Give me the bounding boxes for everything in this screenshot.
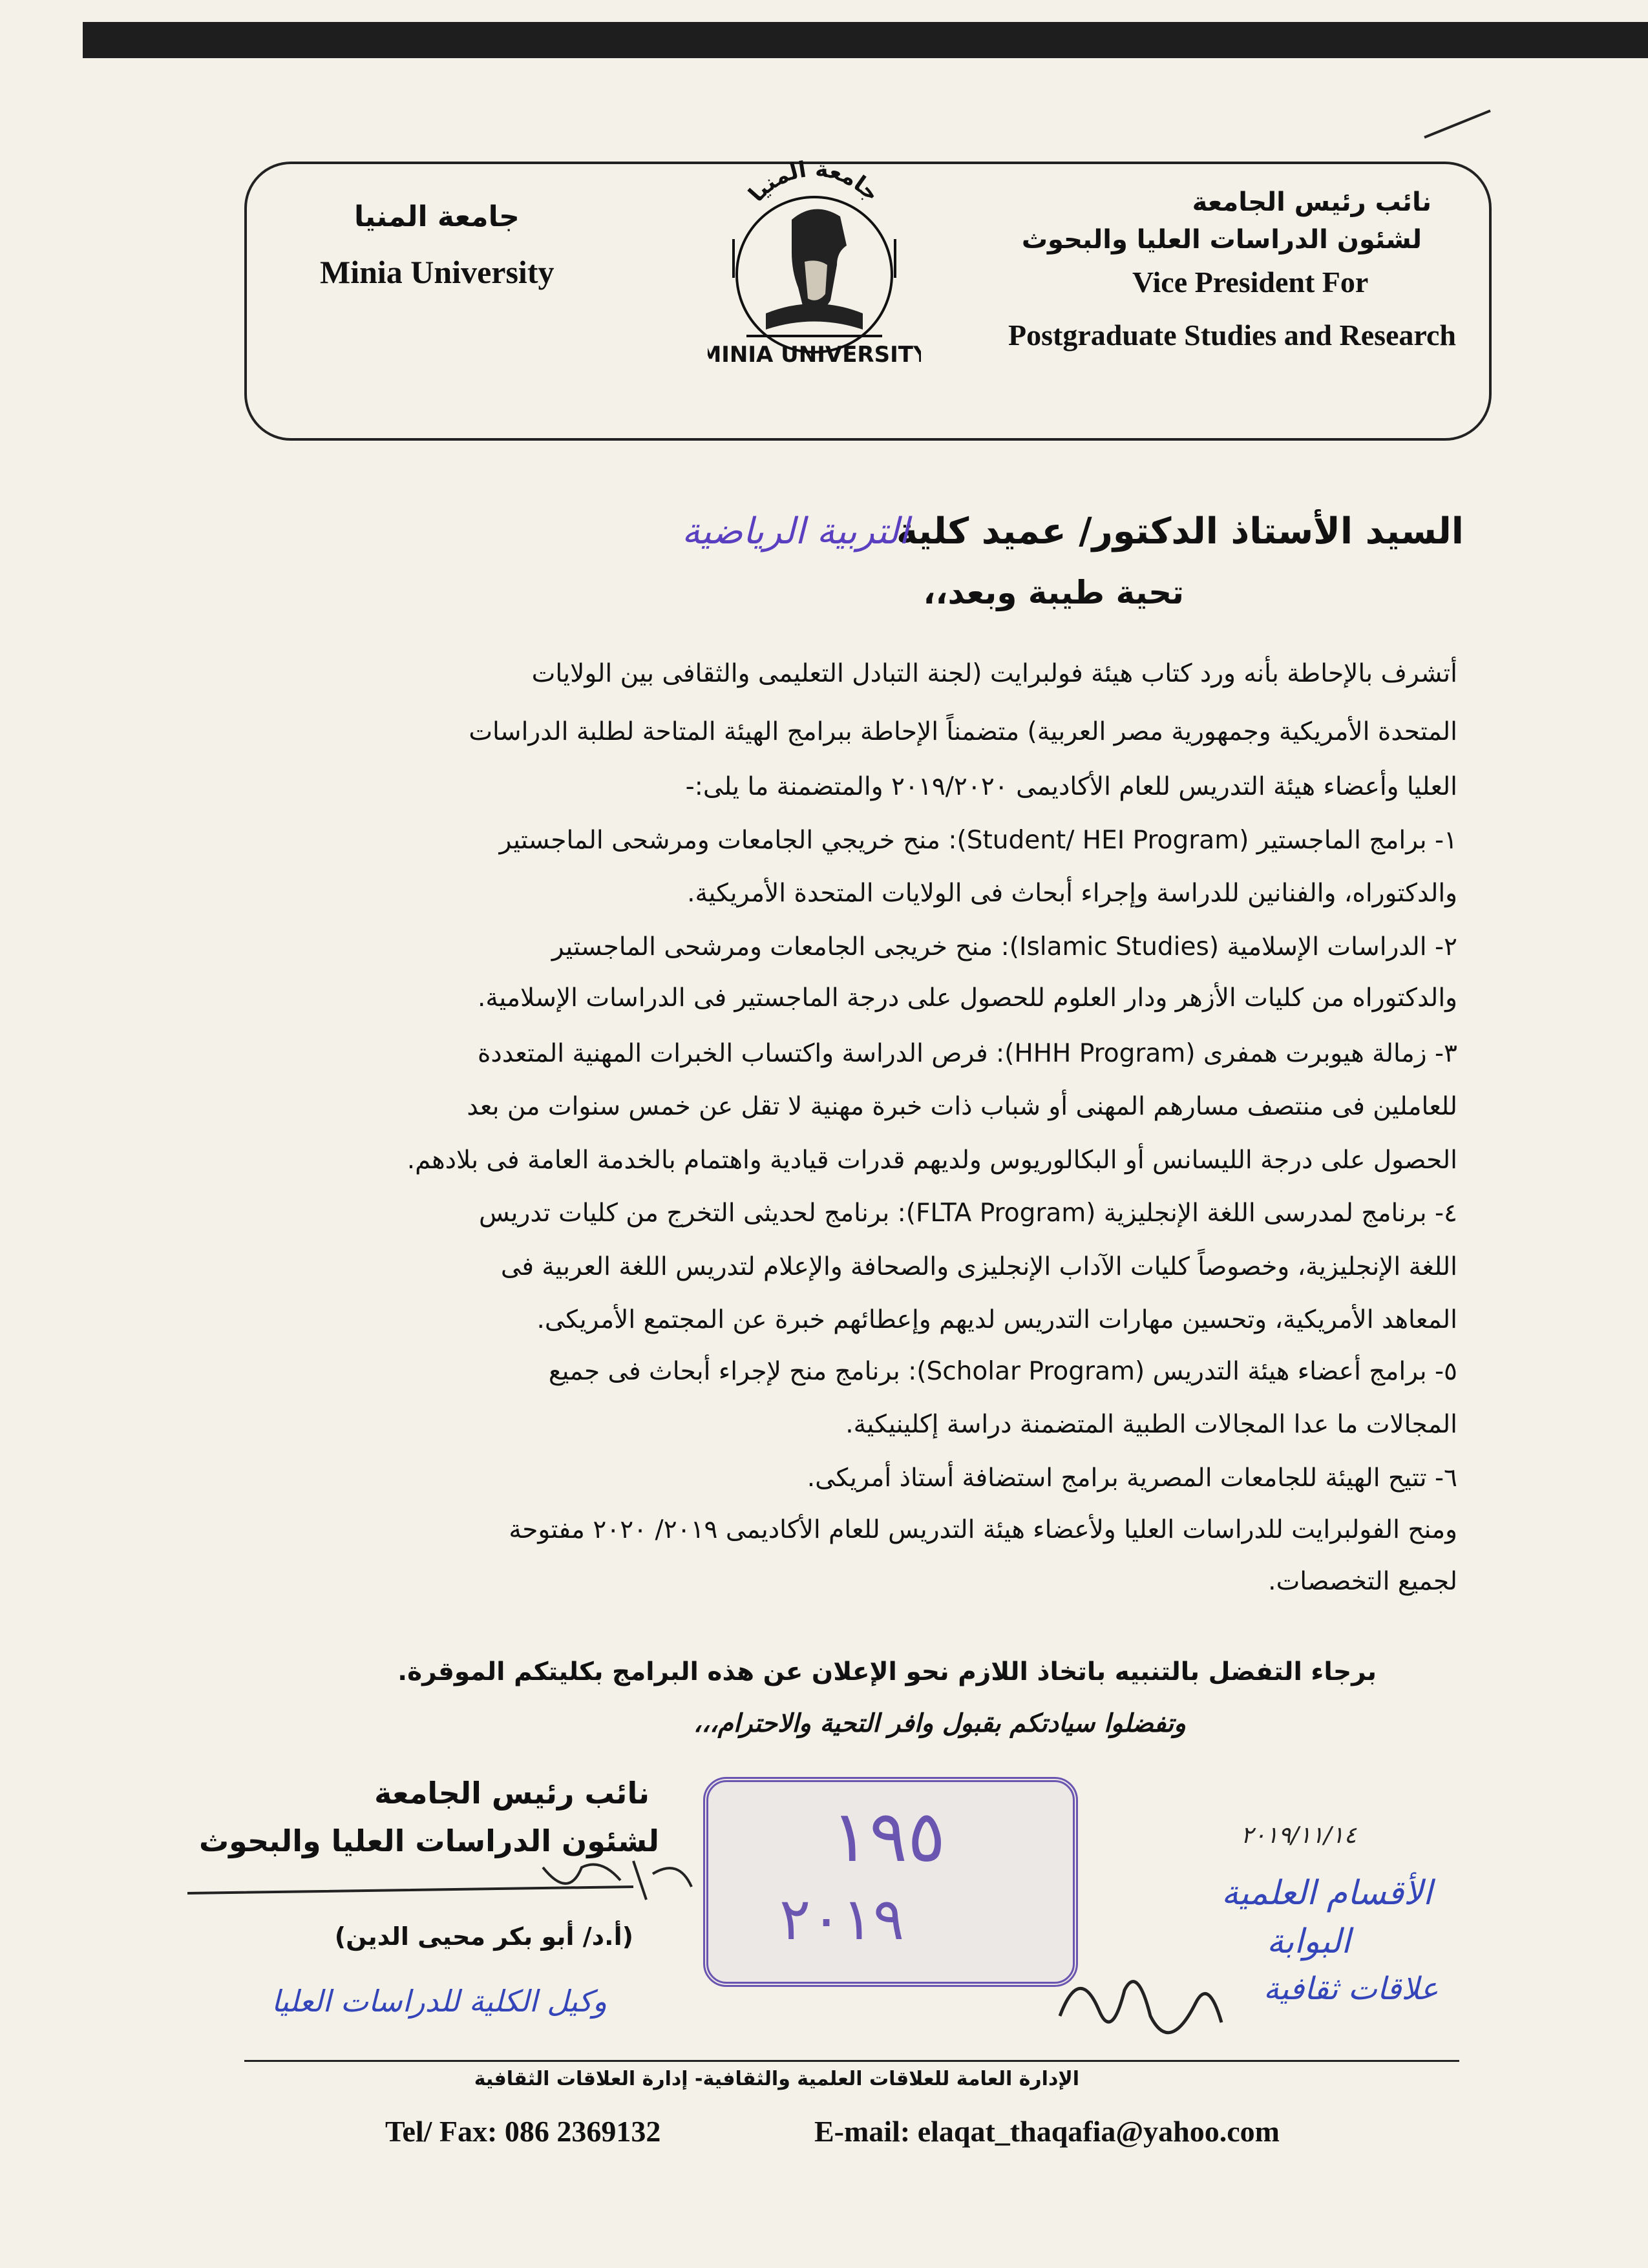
handwritten-note: وكيل الكلية للدراسات العليا (271, 1984, 607, 2019)
body-line: ٥- برامج أعضاء هيئة التدريس (Scholar Program): برنامج منح لإجراء أبحاث فى جميع (548, 1357, 1457, 1386)
body-line: ٦- تتيح الهيئة للجامعات المصرية برامج استضافة أستاذ أمريكى. (807, 1464, 1457, 1493)
footer-divider (244, 2060, 1459, 2062)
corner-pen-stroke (1424, 110, 1490, 139)
body-line: اللغة الإنجليزية، وخصوصاً كليات الآداب الإنجليزى والصحافة والإعلام لتدريس اللغة العربية فى (500, 1252, 1457, 1281)
signatory-name: (أ.د/ أبو بكر محيى الدين) (334, 1922, 633, 1951)
footer-department: الإدارة العامة للعلاقات العلمية والثقافية- إدارة العلاقات الثقافية (474, 2068, 1079, 2090)
body-line: أتشرف بالإحاطة بأنه ورد كتاب هيئة فولبرايت (لجنة التبادل التعليمى والثقافى بين الولايات (531, 659, 1457, 688)
vp-title-en: Vice President For (1132, 266, 1369, 299)
handwritten-initials (1047, 1951, 1241, 2061)
body-line: ٣- زمالة هيوبرت همفرى (HHH Program): فرص الدراسة واكتساب الخبرات المهنية المتعددة (477, 1039, 1457, 1068)
university-name-en: Minia University (320, 254, 555, 290)
stamp-year: ٢٠١٩ (779, 1885, 905, 1953)
body-line: العليا وأعضاء هيئة التدريس للعام الأكاديمى ٢٠١٩/٢٠٢٠ والمتضمنة ما يلى:- (685, 772, 1457, 801)
logo-arc-text: جامعة المنيا (743, 156, 885, 207)
body-line: لجميع التخصصات. (1268, 1567, 1457, 1596)
university-name-ar: جامعة المنيا (354, 200, 520, 233)
footer-email: E-mail: elaqat_thaqafia@yahoo.com (814, 2115, 1280, 2148)
vp-title-ar: نائب رئيس الجامعة (1192, 187, 1431, 217)
body-line: المتحدة الأمريكية وجمهورية مصر العربية) متضمناً الإحاطة ببرامج الهيئة المتاحة لطلبة الدراسات (469, 717, 1457, 746)
university-logo (708, 149, 921, 388)
vp-office-ar: لشئون الدراسات العليا والبحوث (1021, 225, 1422, 255)
handwritten-signature (181, 1854, 711, 1906)
body-line: والدكتوراه، والفنانين للدراسة وإجراء أبحاث فى الولايات المتحدة الأمريكية. (687, 879, 1457, 908)
top-border-bar (83, 22, 1648, 58)
body-line: والدكتوراه من كليات الأزهر ودار العلوم للحصول على درجة الماجستير فى الدراسات الإسلامية. (478, 983, 1457, 1013)
faculty-name-handwritten: التربية الرياضية (682, 510, 909, 552)
logo-caption: MINIA UNIVERSITY (708, 342, 921, 368)
handwritten-note: البوابة (1267, 1922, 1351, 1961)
handwritten-date: ٢٠١٩/١١/١٤ (1241, 1822, 1357, 1849)
footer-phone: Tel/ Fax: 086 2369132 (385, 2115, 661, 2148)
body-line: ٤- برنامج لمدرسى اللغة الإنجليزية (FLTA Program): برنامج لحديثى التخرج من كليات تدريس (478, 1199, 1457, 1228)
greeting: تحية طيبة وبعد،، (923, 574, 1184, 611)
vp-office-en: Postgraduate Studies and Research (1008, 319, 1457, 352)
closing-request: برجاء التفضل بالتنبيه باتخاذ اللازم نحو الإعلان عن هذه البرامج بكليتكم الموقرة. (397, 1657, 1377, 1686)
handwritten-note: الأقسام العلمية (1221, 1874, 1433, 1913)
salutation: السيد الأستاذ الدكتور/ عميد كلية (896, 510, 1464, 552)
body-line: ١- برامج الماجستير (Student/ HEI Program): منح خريجي الجامعات ومرشحى الماجستير (499, 826, 1457, 855)
stamp-number: ١٩٥ (831, 1795, 946, 1878)
body-line: المجالات ما عدا المجالات الطبية المتضمنة دراسة إكلينيكية. (845, 1410, 1457, 1439)
signatory-office: لشئون الدراسات العليا والبحوث (198, 1823, 659, 1858)
closing-regards: وتفضلوا سيادتكم بقبول وافر التحية والاحترام،،، (693, 1709, 1186, 1738)
incoming-stamp (703, 1777, 1078, 1987)
handwritten-note: علاقات ثقافية (1263, 1971, 1439, 2007)
body-line: للعاملين فى منتصف مسارهم المهنى أو شباب ذات خبرة مهنية لا تقل عن خمس سنوات من بعد (467, 1092, 1457, 1121)
body-line: الحصول على درجة الليسانس أو البكالوريوس ولديهم قدرات قيادية واهتمام بالخدمة العامة فى بلادهم. (407, 1146, 1457, 1175)
body-line: المعاهد الأمريكية، وتحسين مهارات التدريس لديهم وإعطائهم خبرة عن المجتمع الأمريكى. (536, 1305, 1457, 1334)
body-line: ٢- الدراسات الإسلامية (Islamic Studies): منح خريجى الجامعات ومرشحى الماجستير (551, 932, 1457, 961)
signatory-title: نائب رئيس الجامعة (374, 1776, 650, 1811)
body-line: ومنح الفولبرايت للدراسات العليا ولأعضاء هيئة التدريس للعام الأكاديمى ٢٠١٩/ ٢٠٢٠ مفتوحة (509, 1515, 1457, 1544)
